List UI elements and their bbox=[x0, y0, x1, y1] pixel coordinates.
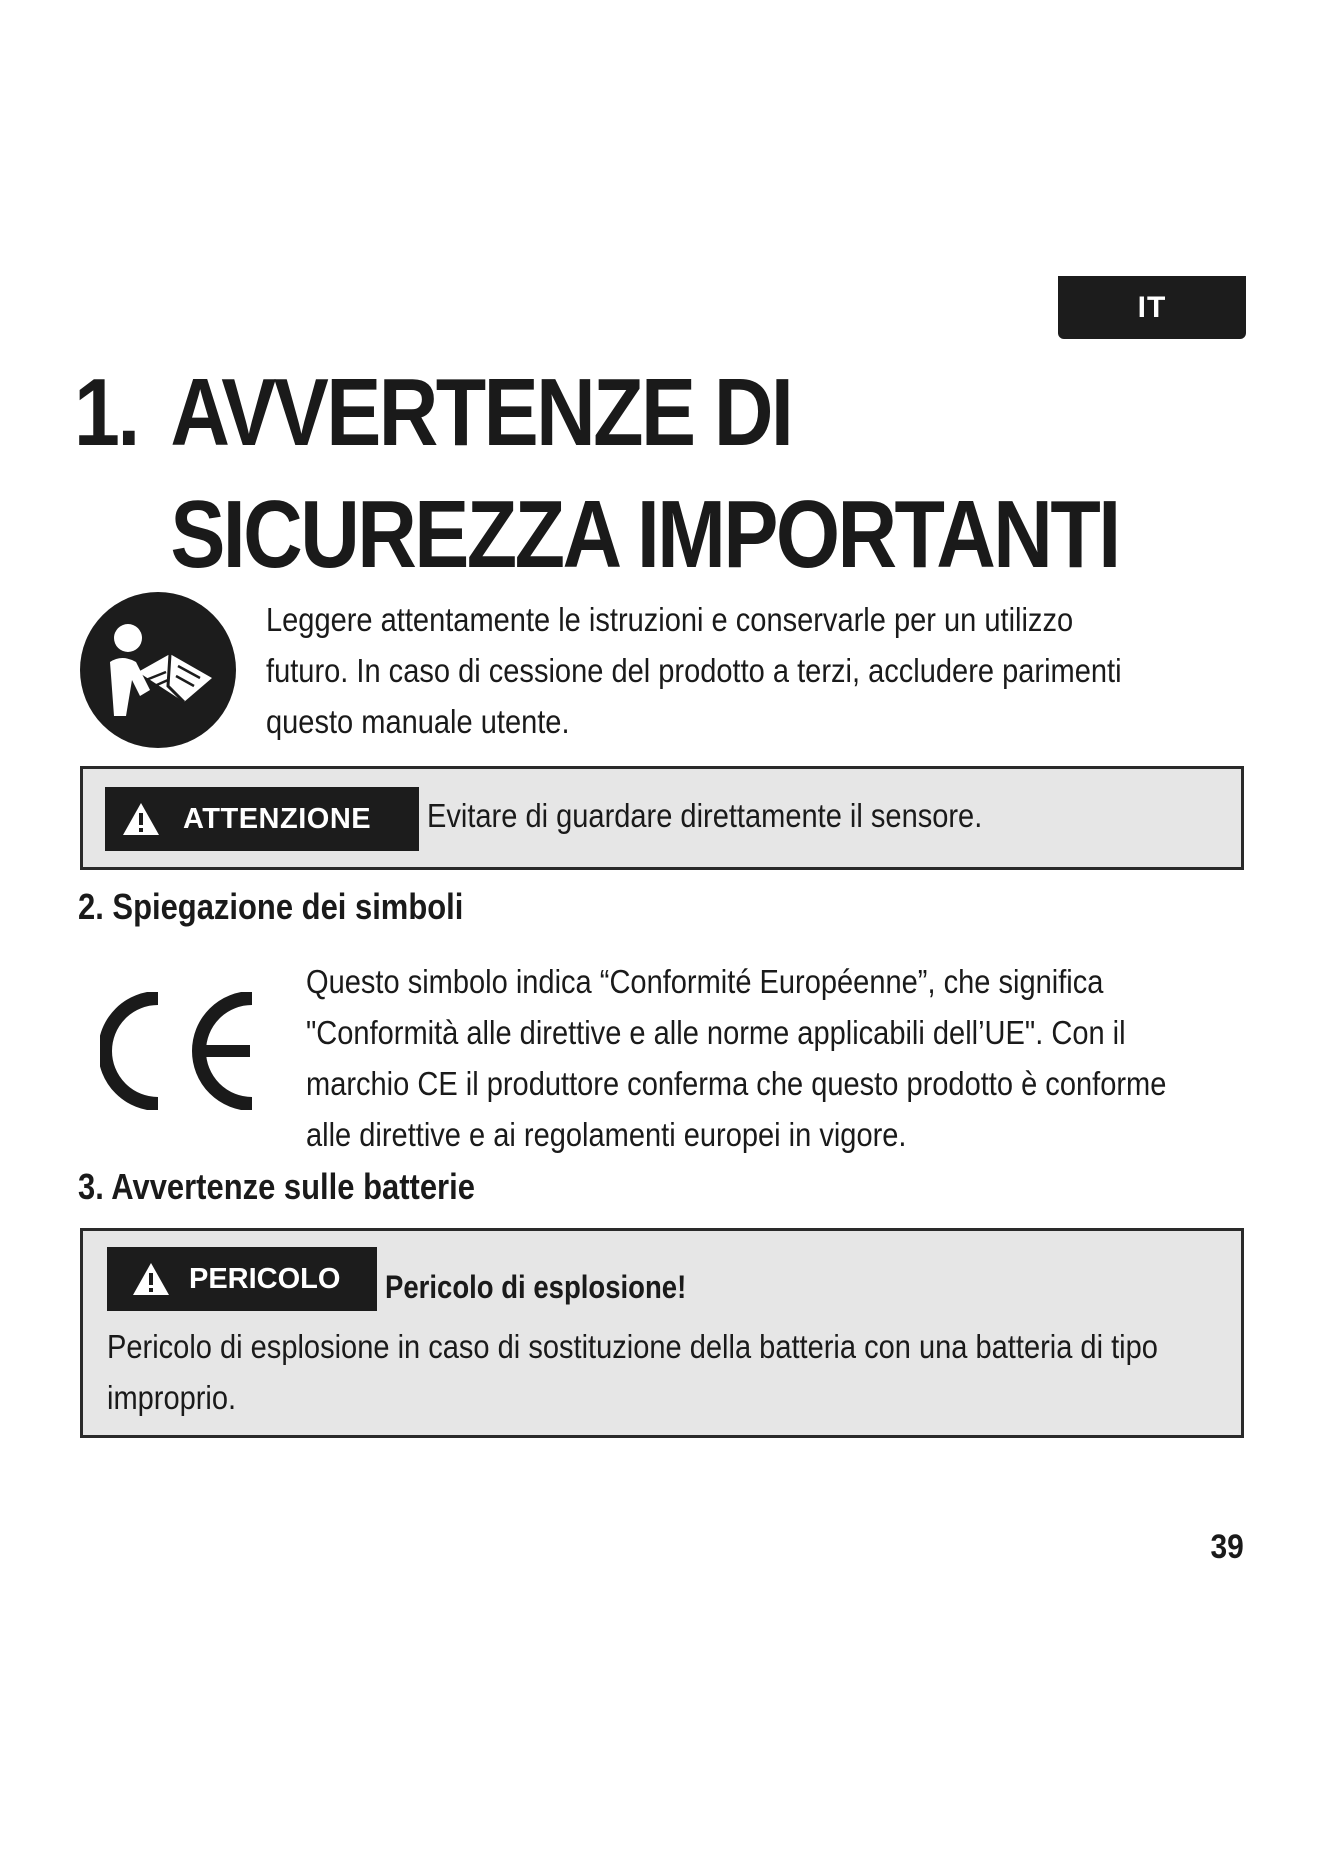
danger-box bbox=[80, 1228, 1244, 1438]
title-line1: AVVERTENZE DI bbox=[170, 359, 792, 466]
language-tab: IT bbox=[1058, 276, 1246, 339]
ce-description: Questo simbolo indica “Conformité Européenne”, che significa "Conformità alle direttive e alle norme applicabili dell’UE". Con il marchio CE il produttore conferma che questo prodotto è conforme alle direttive e ai regolamenti europei in vigore. bbox=[306, 963, 1167, 1153]
danger-label-text: PERICOLO bbox=[189, 1262, 341, 1295]
warning-label bbox=[105, 787, 419, 851]
section-3-heading: 3. Avvertenze sulle batterie bbox=[78, 1166, 475, 1207]
title-number: 1. bbox=[74, 359, 138, 466]
danger-label bbox=[107, 1247, 377, 1311]
ce-mark-icon bbox=[100, 992, 268, 1110]
title-line2: SICUREZZA IMPORTANTI bbox=[170, 481, 1119, 588]
warning-label-text: ATTENZIONE bbox=[183, 802, 372, 835]
danger-text: Pericolo di esplosione in caso di sostituzione della batteria con una batteria di tipo improprio. bbox=[107, 1328, 1158, 1416]
intro-text: Leggere attentamente le istruzioni e conservarle per un utilizzo futuro. In caso di cessione del prodotto a terzi, accludere parimenti questo manuale utente. bbox=[266, 601, 1122, 740]
warning-triangle-icon bbox=[121, 801, 161, 837]
warning-text: Evitare di guardare direttamente il sensore. bbox=[427, 797, 983, 834]
warning-triangle-icon bbox=[131, 1261, 171, 1297]
danger-title: Pericolo di esplosione! bbox=[385, 1269, 687, 1305]
page-number: 39 bbox=[1210, 1528, 1244, 1566]
page-title bbox=[74, 352, 1119, 596]
section-2-heading: 2. Spiegazione dei simboli bbox=[78, 886, 464, 927]
warning-box bbox=[80, 766, 1244, 870]
read-manual-icon bbox=[80, 592, 236, 748]
